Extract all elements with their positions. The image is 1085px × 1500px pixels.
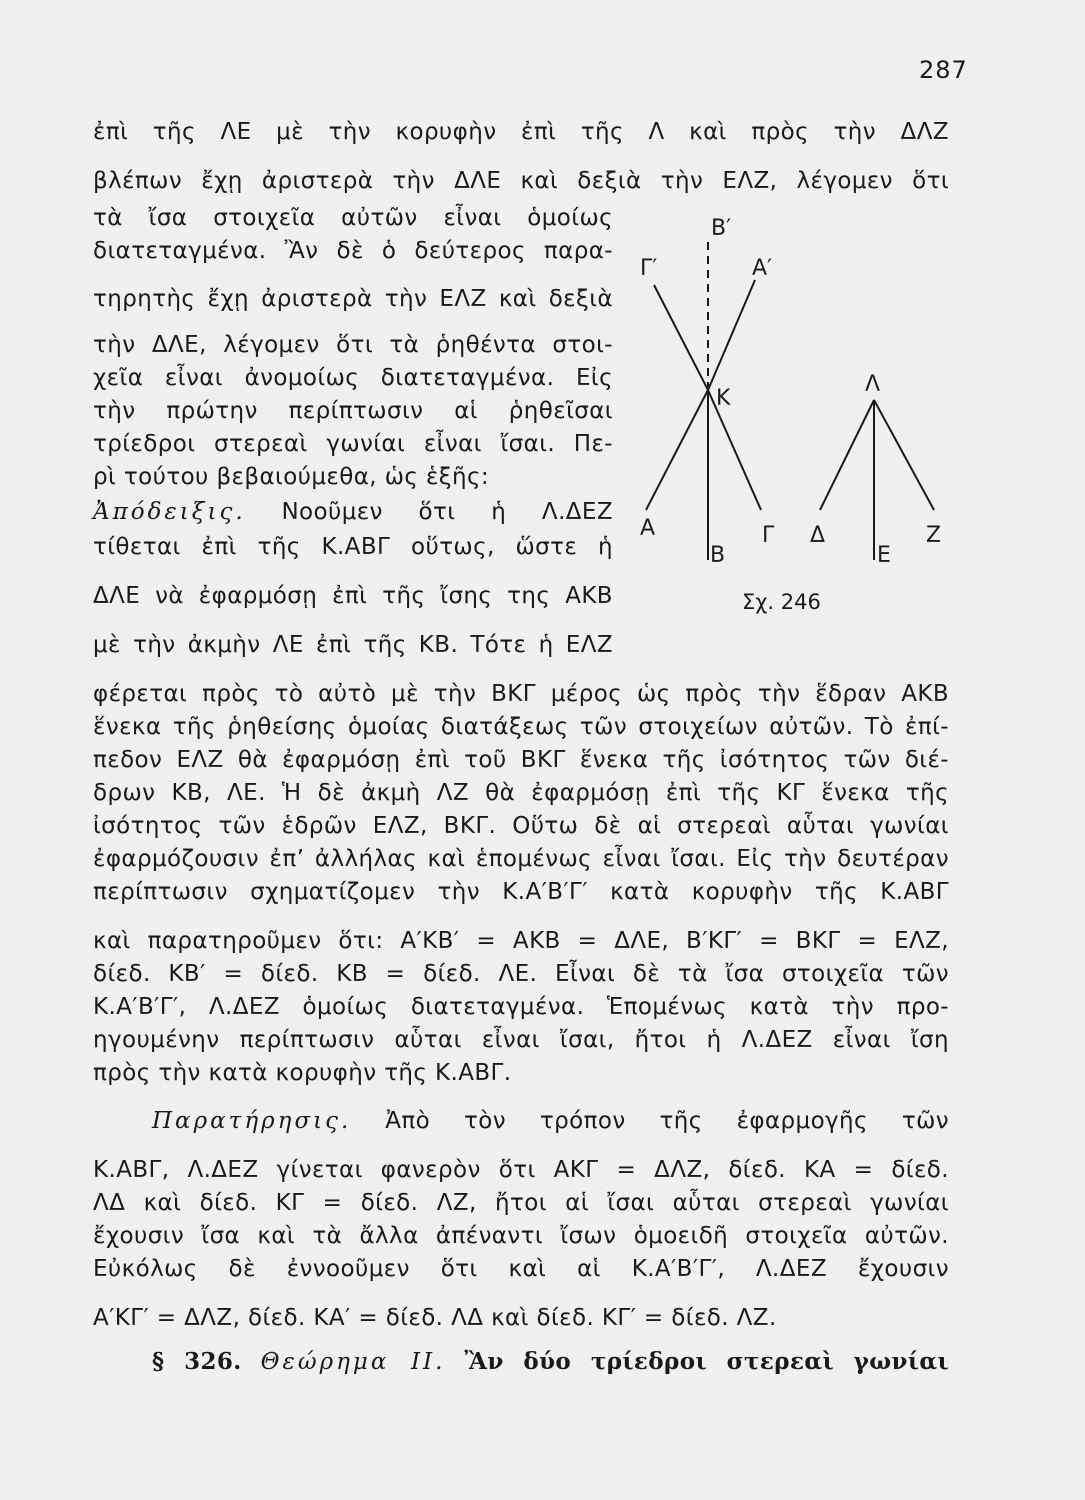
figure-246 [628,205,958,625]
label-L: Λ [865,372,881,397]
text-line: Κ.ΑΒΓ, Λ.ΔΕΖ γίνεται φανερὸν ὅτι ΑΚΓ = ΔΛΖ, δίεδ. ΚΑ = δίεδ. [93,1157,949,1183]
edge-LD [820,400,874,510]
text-line: βλέπων ἔχῃ ἀριστερὰ τὴν ΔΛΕ καὶ δεξιὰ τὴν ΕΛΖ, λέγομεν ὅτι [93,168,949,194]
text-line: τὴν ΔΛΕ, λέγομεν ὅτι τὰ ῥηθέντα στοι- [93,332,613,358]
edge-KA1 [708,280,755,390]
edge-KG1 [654,285,708,390]
text-line: δίεδ. ΚΒ′ = δίεδ. ΚΒ = δίεδ. ΛΕ. Εἶναι δὲ τὰ ἴσα στοιχεῖα τῶν [93,961,949,987]
text-line: πεδον ΕΛΖ θὰ ἐφαρμόσῃ ἐπὶ τοῦ ΒΚΓ ἕνεκα τῆς ἰσότητος τῶν διέ- [93,747,949,773]
label-A1: Α′ [752,256,773,281]
text-line: τὴν πρώτην περίπτωσιν αἱ ῥηθεῖσαι [93,398,613,424]
paratirisis-label: Παρατήρησις. [152,1108,352,1134]
page-number: 287 [919,56,968,84]
text-line: τίθεται ἐπὶ τῆς Κ.ΑΒΓ οὕτως, ὥστε ἡ [93,534,613,560]
edge-KA [646,390,708,510]
theorem-text: Ἂν δύο τρίεδροι στερεαὶ γωνίαι [464,1348,950,1375]
label-K: Κ [716,386,731,411]
label-D: Δ [810,523,826,548]
text-line: πρὸς τὴν κατὰ κορυφὴν τῆς Κ.ΑΒΓ. [93,1060,512,1086]
label-G1: Γ′ [640,256,658,281]
text-line: τὰ ἴσα στοιχεῖα αὐτῶν εἶναι ὁμοίως [93,205,613,231]
text-line: ἔχουσιν ἴσα καὶ τὰ ἄλλα ἀπέναντι ἴσων ὁμοειδῆ στοιχεῖα αὐτῶν. [93,1223,949,1249]
text-line: ἐπὶ τῆς ΛΕ μὲ τὴν κορυφὴν ἐπὶ τῆς Λ καὶ πρὸς τὴν ΔΛΖ [93,119,949,145]
theorem-label: Θεώρημα ΙΙ. [260,1349,446,1375]
label-E: Ε [877,543,891,568]
text-line: Κ.Α′Β′Γ′, Λ.ΔΕΖ ὁμοίως διατεταγμένα. Ἑπομένως κατὰ τὴν προ- [93,994,949,1020]
text-line: ἕνεκα τῆς ῥηθείσης ὁμοίας διατάξεως τῶν στοιχείων αὐτῶν. Τὸ ἐπί- [93,714,949,740]
text-line-paratirisis [152,1103,949,1139]
label-G: Γ [762,523,775,548]
text-line: ηγουμένην περίπτωσιν αὗται εἶναι ἴσαι, ἤτοι ἡ Λ.ΔΕΖ εἶναι ἴση [93,1027,949,1053]
text-line: ἐφαρμόζουσιν ἐπ’ ἀλλήλας καὶ ἑπομένως εἶναι ἴσαι. Εἰς τὴν δευτέραν [93,846,949,872]
text-line: ρὶ τούτου βεβαιούμεθα, ὡς ἑξῆς: [93,464,490,490]
label-Z: Ζ [926,523,942,548]
edge-LZ [874,400,934,510]
text-line: τρίεδροι στερεαὶ γωνίαι εἶναι ἴσαι. Πε- [93,431,613,457]
text-line: ΛΔ καὶ δίεδ. ΚΓ = δίεδ. ΛΖ, ἤτοι αἱ ἴσαι αὗται στερεαὶ γωνίαι [93,1190,949,1216]
apodeixis-label: Ἀπόδειξις. [93,499,246,525]
label-B: Β [710,543,726,568]
text-line: ΔΛΕ νὰ ἐφαρμόσῃ ἐπὶ τῆς ἴσης της ΑΚΒ [93,583,613,609]
section-mark: § 326. [152,1348,242,1375]
apodeixis-text: Νοοῦμεν ὅτι ἡ Λ.ΔΕΖ [281,499,614,525]
text-line: περίπτωσιν σχηματίζομεν τὴν Κ.Α′Β′Γ′ κατὰ κορυφὴν τῆς Κ.ΑΒΓ [93,879,949,905]
label-A: Α [640,516,656,541]
text-line: καὶ παρατηροῦμεν ὅτι: Α′ΚΒ′ = ΑΚΒ = ΔΛΕ, Β′ΚΓ′ = ΒΚΓ = ΕΛΖ, [93,928,949,954]
paratirisis-text: Ἀπὸ τὸν τρόπον τῆς ἐφαρμογῆς τῶν [385,1108,949,1134]
text-line: δρων ΚΒ, ΛΕ. Ἡ δὲ ἀκμὴ ΛΖ θὰ ἐφαρμόσῃ ἐπὶ τῆς ΚΓ ἕνεκα τῆς [93,780,949,806]
text-line: ἰσότητος τῶν ἑδρῶν ΕΛΖ, ΒΚΓ. Οὕτω δὲ αἱ στερεαὶ αὗται γωνίαι [93,813,949,839]
theorem-heading [152,1344,949,1380]
text-line: μὲ τὴν ἀκμὴν ΛΕ ἐπὶ τῆς ΚΒ. Τότε ἡ ΕΛΖ [93,632,613,658]
text-line: χεῖα εἶναι ἀνομοίως διατεταγμένα. Εἰς [93,365,613,391]
label-B1: Β′ [711,216,732,241]
text-line: Εὐκόλως δὲ ἐννοοῦμεν ὅτι καὶ αἱ Κ.Α′Β′Γ′, Λ.ΔΕΖ ἔχουσιν [93,1256,949,1282]
text-line: τηρητὴς ἔχῃ ἀριστερὰ τὴν ΕΛΖ καὶ δεξιὰ [93,286,613,312]
text-line: φέρεται πρὸς τὸ αὐτὸ μὲ τὴν ΒΚΓ μέρος ὡς πρὸς τὴν ἕδραν ΑΚΒ [93,681,949,707]
text-line-apodeixis [93,494,613,530]
figure-caption: Σχ. 246 [742,590,821,614]
text-line: διατεταγμένα. Ἂν δὲ ὁ δεύτερος παρα- [93,238,613,264]
text-line: Α′ΚΓ′ = ΔΛΖ, δίεδ. ΚΑ′ = δίεδ. ΛΔ καὶ δίεδ. ΚΓ′ = δίεδ. ΛΖ. [93,1305,777,1331]
